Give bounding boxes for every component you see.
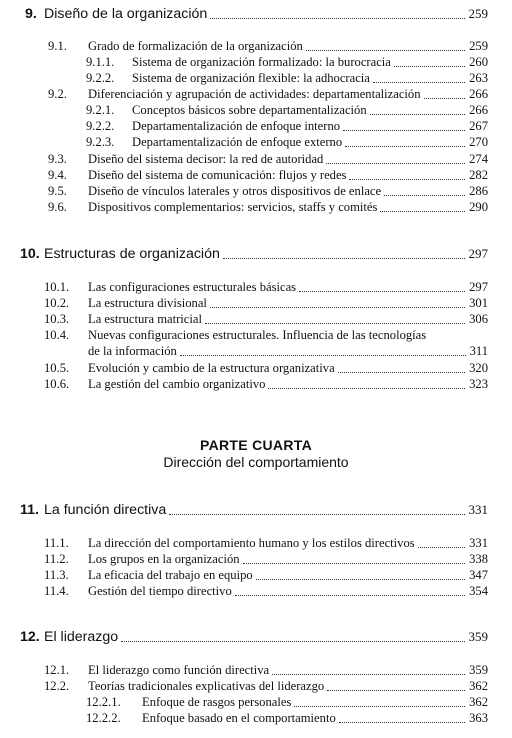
section-title: Diseño del sistema decisor: la red de autoridad — [88, 152, 324, 166]
section-title: La estructura divisional — [88, 296, 207, 310]
section-number: 10.4. — [44, 328, 70, 342]
section-title: Teorías tradicionales explicativas del liderazgo — [88, 679, 325, 693]
section-number: 9.6. — [48, 200, 67, 214]
leader-dots — [327, 690, 465, 691]
leader-dots — [338, 372, 465, 373]
leader-dots — [299, 291, 465, 292]
section-number: 10.5. — [44, 361, 70, 375]
section-title: Diseño del sistema de comunicación: flujos y redes — [88, 168, 347, 182]
chapter-number: 9. — [25, 6, 37, 22]
leader-dots — [180, 355, 466, 356]
page-number: 338 — [469, 552, 488, 566]
toc-chapter-12[interactable] — [0, 628, 512, 646]
leader-dots — [268, 388, 465, 389]
toc-subsection-12-2-2[interactable] — [0, 709, 512, 727]
leader-dots — [243, 563, 465, 564]
leader-dots — [121, 641, 465, 642]
page-number: 323 — [469, 377, 488, 391]
section-title: La estructura matricial — [88, 312, 202, 326]
chapter-number: 12. — [20, 629, 40, 645]
page-number: 274 — [469, 152, 488, 166]
subsection-title: Enfoque basado en el comportamiento — [142, 711, 336, 725]
chapter-title: La función directiva — [44, 502, 167, 518]
subsection-title: Departamentalización de enfoque interno — [132, 119, 341, 133]
page-number: 297 — [469, 280, 488, 294]
page-number: 359 — [469, 663, 488, 677]
leader-dots — [339, 722, 465, 723]
section-title: Grado de formalización de la organización — [88, 39, 303, 53]
subsection-number: 12.2.1. — [86, 695, 121, 709]
leader-dots — [223, 258, 465, 259]
page-number: 331 — [468, 502, 488, 517]
section-title-continued: de la información — [88, 344, 177, 358]
section-number: 9.1. — [48, 39, 67, 53]
leader-dots — [272, 674, 465, 675]
page-number: 363 — [469, 711, 488, 725]
section-number: 9.2. — [48, 87, 67, 101]
chapter-title: El liderazgo — [44, 629, 119, 645]
section-number: 11.2. — [44, 552, 69, 566]
leader-dots — [256, 579, 465, 580]
leader-dots — [349, 179, 465, 180]
section-title: Diferenciación y agrupación de actividades: departamentalización — [88, 87, 421, 101]
toc-subsection-9-2-3[interactable] — [0, 133, 512, 151]
section-number: 12.2. — [44, 679, 70, 693]
leader-dots — [384, 195, 465, 196]
toc-section-10-6[interactable] — [0, 375, 512, 393]
section-title: La eficacia del trabajo en equipo — [88, 568, 253, 582]
page-number: 259 — [468, 6, 488, 21]
section-number: 11.3. — [44, 568, 69, 582]
toc-chapter-9[interactable] — [0, 5, 512, 23]
section-number: 10.2. — [44, 296, 70, 310]
section-title: El liderazgo como función directiva — [88, 663, 270, 677]
subsection-title: Enfoque de rasgos personales — [142, 695, 292, 709]
section-number: 12.1. — [44, 663, 70, 677]
page-number: 259 — [469, 39, 488, 53]
subsection-title: Sistema de organización formalizado: la burocracia — [132, 55, 391, 69]
page-number: 263 — [469, 71, 488, 85]
page-number: 270 — [469, 135, 488, 149]
leader-dots — [169, 514, 465, 515]
subsection-title: Sistema de organización flexible: la adhocracia — [132, 71, 370, 85]
page-number: 286 — [469, 184, 488, 198]
page-number: 362 — [469, 679, 488, 693]
leader-dots — [306, 50, 465, 51]
leader-dots — [210, 307, 465, 308]
section-number: 10.3. — [44, 312, 70, 326]
leader-dots — [345, 146, 465, 147]
section-title: Nuevas configuraciones estructurales. Influencia de las tecnologías — [88, 328, 427, 342]
page-number: 260 — [469, 55, 488, 69]
subsection-number: 9.2.2. — [86, 71, 115, 85]
page-number: 320 — [469, 361, 488, 375]
leader-dots — [210, 18, 465, 19]
leader-dots — [205, 323, 465, 324]
leader-dots — [370, 114, 465, 115]
subsection-number: 12.2.2. — [86, 711, 121, 725]
section-number: 9.5. — [48, 184, 67, 198]
subsection-title: Departamentalización de enfoque externo — [132, 135, 343, 149]
section-number: 10.6. — [44, 377, 70, 391]
leader-dots — [373, 82, 465, 83]
section-title: Los grupos en la organización — [88, 552, 240, 566]
section-title: Evolución y cambio de la estructura organizativa — [88, 361, 335, 375]
section-title: La dirección del comportamiento humano y los estilos directivos — [88, 536, 415, 550]
section-number: 9.4. — [48, 168, 67, 182]
section-title: Gestión del tiempo directivo — [88, 584, 232, 598]
page-number: 266 — [469, 87, 488, 101]
subsection-number: 9.2.3. — [86, 135, 115, 149]
chapter-title: Diseño de la organización — [44, 6, 208, 22]
chapter-title: Estructuras de organización — [44, 246, 220, 262]
subsection-number: 9.1.1. — [86, 55, 115, 69]
section-number: 11.1. — [44, 536, 69, 550]
subsection-number: 9.2.1. — [86, 103, 115, 117]
page-number: 282 — [469, 168, 488, 182]
section-title: Las configuraciones estructurales básicas — [88, 280, 297, 294]
section-title: Diseño de vínculos laterales y otros dispositivos de enlace — [88, 184, 382, 198]
page-number: 359 — [468, 629, 488, 644]
part-label: PARTE CUARTA — [200, 437, 312, 453]
subsection-title: Conceptos básicos sobre departamentalización — [132, 103, 367, 117]
page-number: 311 — [469, 344, 488, 358]
page-number: 347 — [469, 568, 488, 582]
subsection-number: 9.2.2. — [86, 119, 115, 133]
page-number: 266 — [469, 103, 488, 117]
leader-dots — [380, 211, 465, 212]
chapter-number: 11. — [20, 502, 39, 518]
page-number: 354 — [469, 584, 488, 598]
page-number: 301 — [469, 296, 488, 310]
toc-section-11-4[interactable] — [0, 582, 512, 600]
leader-dots — [394, 66, 465, 67]
leader-dots — [235, 595, 465, 596]
section-title: Dispositivos complementarios: servicios, staffs y comités — [88, 200, 378, 214]
section-title: La gestión del cambio organizativo — [88, 377, 266, 391]
leader-dots — [418, 547, 465, 548]
leader-dots — [424, 98, 465, 99]
toc-chapter-10[interactable] — [0, 245, 512, 263]
leader-dots — [294, 706, 465, 707]
page-number: 290 — [469, 200, 488, 214]
page-number: 362 — [469, 695, 488, 709]
page-number: 297 — [468, 246, 488, 261]
leader-dots — [343, 130, 465, 131]
page-number: 331 — [469, 536, 488, 550]
section-number: 11.4. — [44, 584, 69, 598]
toc-section-10-4-continued[interactable] — [0, 342, 512, 360]
page-number: 306 — [469, 312, 488, 326]
section-number: 9.3. — [48, 152, 67, 166]
toc-chapter-11[interactable] — [0, 501, 512, 519]
chapter-number: 10. — [20, 246, 40, 262]
toc-section-9-6[interactable] — [0, 198, 512, 216]
section-number: 10.1. — [44, 280, 70, 294]
page-number: 267 — [469, 119, 488, 133]
part-title: Dirección del comportamiento — [163, 454, 349, 470]
leader-dots — [326, 163, 465, 164]
